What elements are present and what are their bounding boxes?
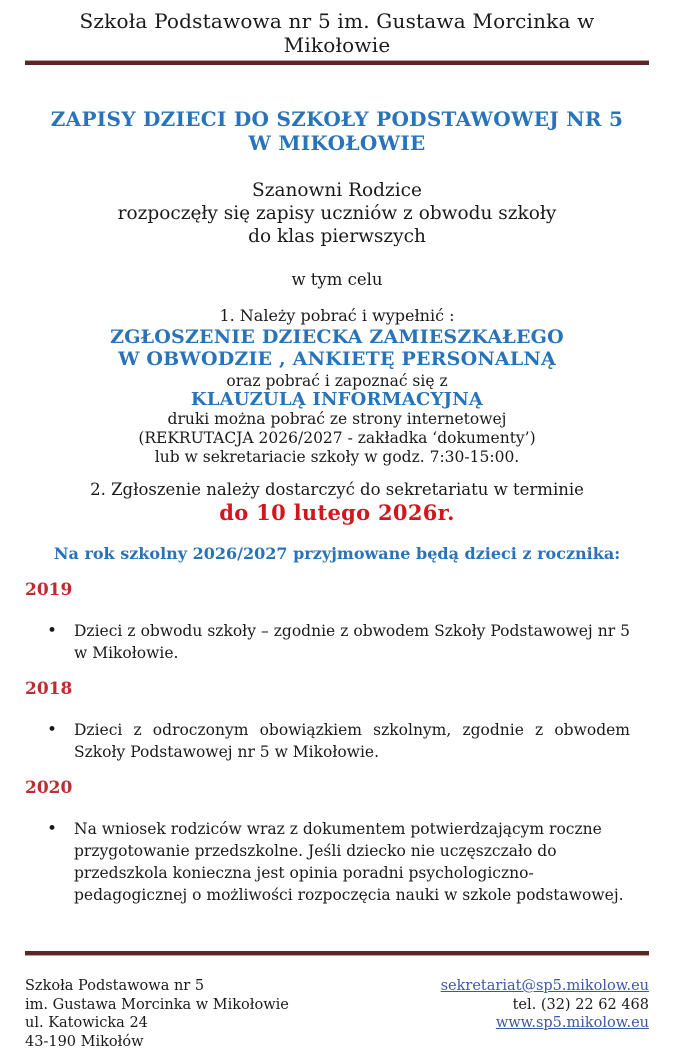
document-name-line-2: W OBWODZIE , ANKIETĘ PERSONALNĄ — [25, 348, 649, 370]
step-1-note-1: druki można pobrać ze strony internetowej — [25, 410, 649, 429]
cohort-item-2019 — [25, 620, 649, 664]
greeting-block — [25, 179, 649, 248]
announcement-title — [25, 107, 649, 155]
bullet-icon — [47, 719, 74, 763]
step-1-note-2: (REKRUTACJA 2026/2027 - zakładka ‘dokumenty’) — [25, 429, 649, 448]
header-rule — [25, 60, 649, 65]
cohort-text-2019: Dzieci z obwodu szkoły – zgodnie z obwodem Szkoły Podstawowej nr 5 w Mikołowie. — [74, 620, 630, 664]
step-2-lead: 2. Zgłoszenie należy dostarczyć do sekretariatu w terminie — [25, 480, 649, 500]
cohorts-heading: Na rok szkolny 2026/2027 przyjmowane będą dzieci z rocznika: — [25, 544, 649, 563]
cohort-year-2018: 2018 — [25, 679, 649, 699]
bullet-icon — [47, 818, 74, 906]
bullet-icon — [47, 620, 74, 664]
cohort-item-2018 — [25, 719, 649, 763]
title-line-2: W MIKOŁOWIE — [25, 131, 649, 155]
intro-line-1: rozpoczęły się zapisy uczniów z obwodu szkoły — [25, 202, 649, 225]
step-1-note-3: lub w sekretariacie szkoły w godz. 7:30-15:00. — [25, 448, 649, 467]
address-line: im. Gustawa Morcinka w Mikołowie — [25, 996, 289, 1015]
cohort-year-2020: 2020 — [25, 778, 649, 798]
footer — [25, 977, 649, 1051]
cohort-text-2018: Dzieci z odroczonym obowiązkiem szkolnym, zgodnie z obwodem Szkoły Podstawowej nr 5 w Mikołowie. — [74, 719, 630, 763]
title-line-1: ZAPISY DZIECI DO SZKOŁY PODSTAWOWEJ NR 5 — [25, 107, 649, 131]
step-1-and-text: oraz pobrać i zapoznać się z — [25, 372, 649, 390]
website-link[interactable]: www.sp5.mikolow.eu — [496, 1015, 649, 1031]
phone-number: tel. (32) 22 62 468 — [441, 996, 649, 1015]
step-2 — [25, 480, 649, 525]
school-name-header: Szkoła Podstawowa nr 5 im. Gustawa Morcinka w Mikołowie — [25, 0, 649, 57]
cohort-year-2019: 2019 — [25, 580, 649, 600]
address-line: ul. Katowicka 24 — [25, 1014, 289, 1033]
address-line: Szkoła Podstawowa nr 5 — [25, 977, 289, 996]
email-link[interactable]: sekretariat@sp5.mikolow.eu — [441, 978, 649, 994]
footer-rule — [25, 951, 649, 956]
address-line: 43-190 Mikołów — [25, 1033, 289, 1051]
document-name-line-1: ZGŁOSZENIE DZIECKA ZAMIESZKAŁEGO — [25, 326, 649, 348]
greeting: Szanowni Rodzice — [25, 179, 649, 202]
information-clause-name: KLAUZULĄ INFORMACYJNĄ — [25, 390, 649, 410]
intro-line-2: do klas pierwszych — [25, 225, 649, 248]
school-address — [25, 977, 289, 1051]
contact-info — [441, 977, 649, 1051]
step-1-lead: 1. Należy pobrać i wypełnić : — [25, 306, 649, 326]
step-1 — [25, 306, 649, 467]
purpose-line: w tym celu — [25, 270, 649, 289]
cohort-item-2020 — [25, 818, 649, 906]
deadline-date: do 10 lutego 2026r. — [25, 501, 649, 525]
cohort-text-2020: Na wniosek rodziców wraz z dokumentem potwierdzającym roczne przygotowanie przedszkolne. Jeśli dziecko nie uczęszczało do przedszkola konieczna jest opinia poradni psychologiczno-pedagogicznej o możliwości rozpoczęcia nauki w szkole podstawowej. — [74, 818, 630, 906]
